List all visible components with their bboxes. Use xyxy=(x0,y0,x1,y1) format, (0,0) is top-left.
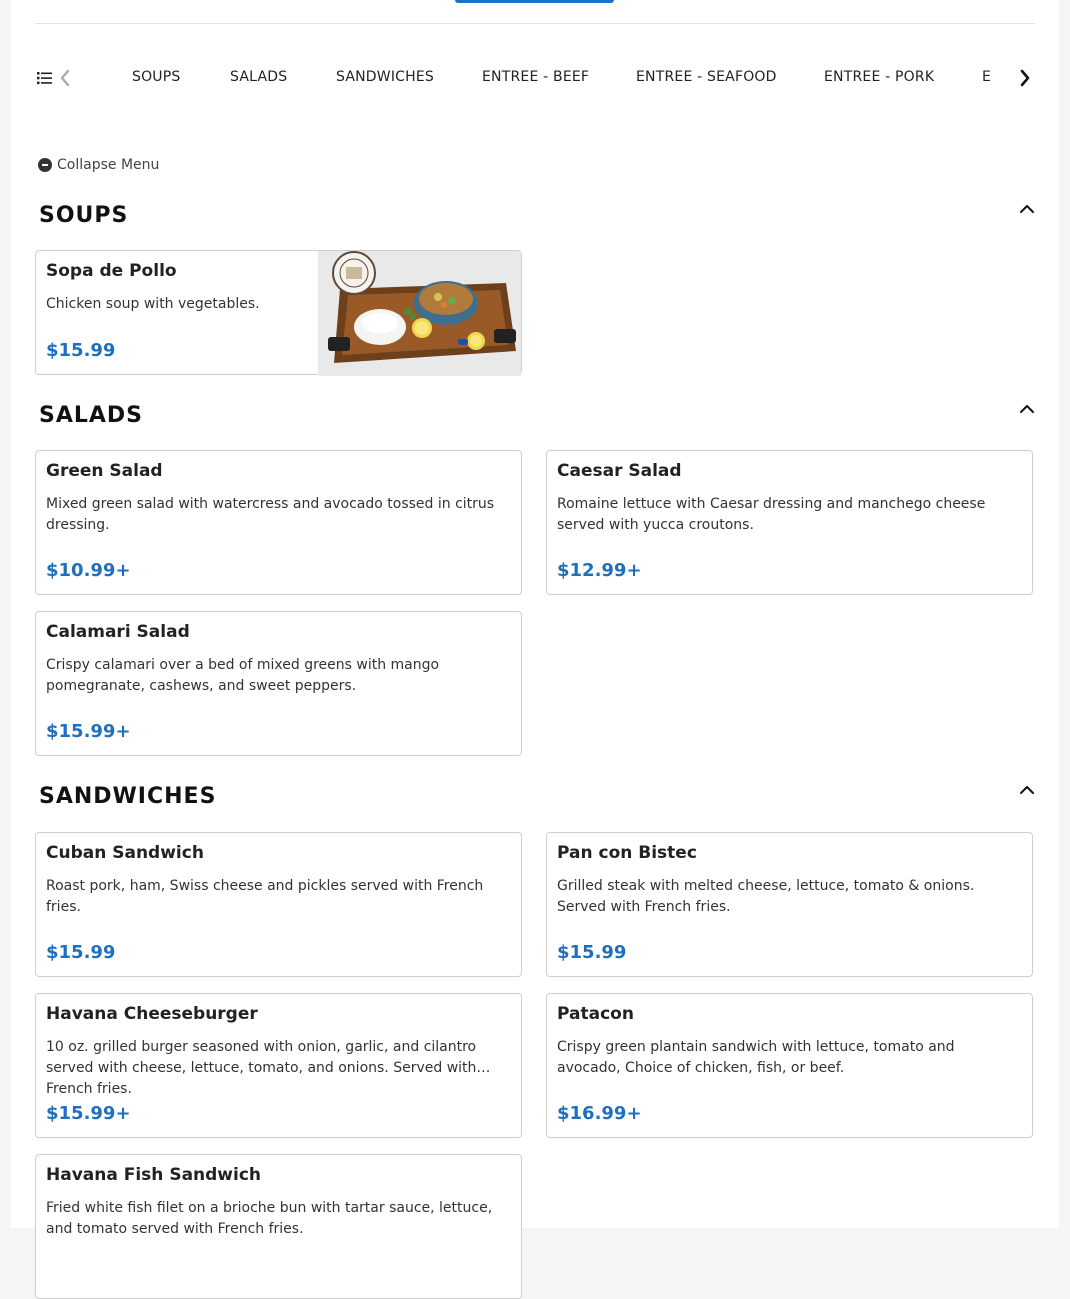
item-description: Grilled steak with melted cheese, lettuce, tomato & onions. Served with French fries. xyxy=(557,878,975,915)
item-name: Calamari Salad xyxy=(46,622,190,642)
category-entree-beef[interactable]: ENTREE - BEEF xyxy=(482,69,590,85)
item-name: Pan con Bistec xyxy=(557,843,697,863)
item-name: Sopa de Pollo xyxy=(46,261,177,281)
item-description: Fried white fish filet on a brioche bun with tartar sauce, lettuce, and tomato served with French fries. xyxy=(46,1200,493,1237)
food-photo xyxy=(318,251,521,376)
chevron-right-icon[interactable] xyxy=(1015,69,1035,87)
category-salads[interactable]: SALADS xyxy=(230,69,288,85)
item-price: $15.99 xyxy=(46,942,116,963)
divider xyxy=(35,23,1035,24)
item-name: Green Salad xyxy=(46,461,163,481)
chevron-up-icon[interactable] xyxy=(1019,404,1035,414)
category-sandwiches[interactable]: SANDWICHES xyxy=(336,69,434,85)
category-entree-seafood[interactable]: ENTREE - SEAFOOD xyxy=(636,69,777,85)
menu-item-card[interactable] xyxy=(546,450,1033,595)
category-nav xyxy=(35,56,1035,100)
item-price: $15.99 xyxy=(557,942,627,963)
menu-item-card[interactable] xyxy=(35,993,522,1138)
item-description: Roast pork, ham, Swiss cheese and pickles served with French fries. xyxy=(46,878,484,915)
item-price: $15.99 xyxy=(46,340,116,361)
item-description: Crispy calamari over a bed of mixed greens with mango pomegranate, cashews, and sweet peppers. xyxy=(46,657,440,694)
chevron-left-icon[interactable] xyxy=(59,69,71,87)
menu-item-card[interactable] xyxy=(35,250,522,375)
menu-item-card[interactable] xyxy=(546,993,1033,1138)
item-name: Patacon xyxy=(557,1004,634,1024)
item-description: Mixed green salad with watercress and avocado tossed in citrus dressing. xyxy=(46,496,495,533)
item-name: Cuban Sandwich xyxy=(46,843,204,863)
collapse-menu-label: Collapse Menu xyxy=(57,157,160,173)
item-description: Chicken soup with vegetables. xyxy=(46,296,260,312)
menu-item-card[interactable] xyxy=(35,450,522,595)
item-description: Crispy green plantain sandwich with lettuce, tomato and avocado, Choice of chicken, fish, or beef. xyxy=(557,1039,955,1076)
item-price: $15.99+ xyxy=(46,721,131,742)
section-title-sandwiches: SANDWICHES xyxy=(39,784,217,809)
section-title-salads: SALADS xyxy=(39,403,144,428)
item-name: Caesar Salad xyxy=(557,461,682,481)
item-name: Havana Fish Sandwich xyxy=(46,1165,262,1185)
top-action-button[interactable] xyxy=(455,0,614,3)
section-title-soups: SOUPS xyxy=(39,203,129,228)
item-price: $12.99+ xyxy=(557,560,642,581)
list-icon[interactable] xyxy=(37,70,53,86)
menu-item-card[interactable] xyxy=(35,611,522,756)
chevron-up-icon[interactable] xyxy=(1019,204,1035,214)
collapse-menu-button[interactable] xyxy=(38,157,159,173)
item-name: Havana Cheeseburger xyxy=(46,1004,258,1024)
menu-item-card[interactable] xyxy=(35,1154,522,1299)
item-price: $10.99+ xyxy=(46,560,131,581)
item-description: 10 oz. grilled burger seasoned with onion, garlic, and cilantro served with cheese, lettuce, tomato, and onions. Served with French fries. xyxy=(46,1039,477,1097)
item-price: $15.99+ xyxy=(46,1103,131,1124)
menu-item-card[interactable] xyxy=(546,832,1033,977)
category-entree-pork[interactable]: ENTREE - PORK xyxy=(824,69,935,85)
minus-circle-icon xyxy=(38,158,52,172)
category-next-partial[interactable]: E xyxy=(982,69,992,85)
menu-item-card[interactable] xyxy=(35,832,522,977)
item-description: Romaine lettuce with Caesar dressing and manchego cheese served with yucca croutons. xyxy=(557,496,986,533)
menu-page xyxy=(11,0,1059,1237)
category-soups[interactable]: SOUPS xyxy=(132,69,181,85)
chevron-up-icon[interactable] xyxy=(1019,785,1035,795)
category-track xyxy=(97,56,991,100)
item-price: $16.99+ xyxy=(557,1103,642,1124)
